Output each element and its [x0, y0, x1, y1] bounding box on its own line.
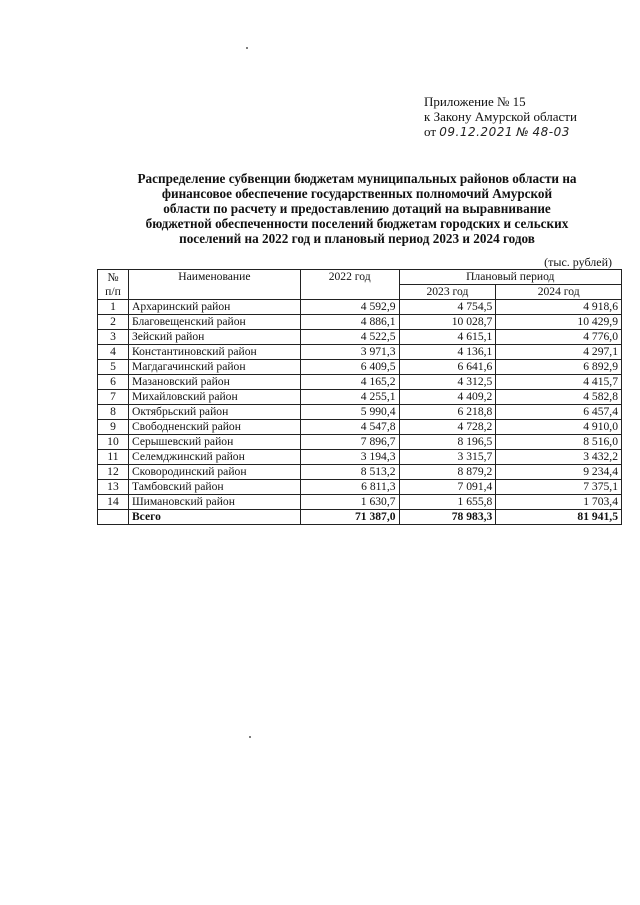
value-2024: 4 415,7: [496, 375, 622, 390]
value-2023: 4 409,2: [399, 390, 496, 405]
row-number: 12: [98, 465, 129, 480]
district-name: Октябрьский район: [128, 405, 300, 420]
district-name: Свободненский район: [128, 420, 300, 435]
header-num-line1: №: [107, 270, 119, 284]
value-2024: 7 375,1: [496, 480, 622, 495]
table-row: [98, 360, 622, 375]
title-line: поселений на 2022 год и плановый период 2023 и 2024 годов: [179, 231, 535, 246]
table-row: [98, 495, 622, 510]
appendix-date-line: [424, 124, 577, 140]
scan-speck: [249, 736, 251, 738]
table-row: [98, 450, 622, 465]
value-2022: 1 630,7: [300, 495, 399, 510]
value-2023: 10 028,7: [399, 315, 496, 330]
value-2022: 7 896,7: [300, 435, 399, 450]
district-name: Мазановский район: [128, 375, 300, 390]
value-2024: 4 910,0: [496, 420, 622, 435]
table-row: [98, 465, 622, 480]
units-label: (тыс. рублей): [544, 255, 612, 269]
table-row: [98, 405, 622, 420]
value-2023: 6 218,8: [399, 405, 496, 420]
value-2022: 6 409,5: [300, 360, 399, 375]
district-name: Благовещенский район: [128, 315, 300, 330]
table-row: [98, 420, 622, 435]
value-2022: 6 811,3: [300, 480, 399, 495]
row-number: 1: [98, 300, 129, 315]
value-2023: 8 196,5: [399, 435, 496, 450]
value-2023: 3 315,7: [399, 450, 496, 465]
district-name: Шимановский район: [128, 495, 300, 510]
row-number: 13: [98, 480, 129, 495]
value-2022: 4 592,9: [300, 300, 399, 315]
value-2022: 4 255,1: [300, 390, 399, 405]
value-2023: 4 312,5: [399, 375, 496, 390]
scan-speck: [246, 47, 248, 49]
row-number: 14: [98, 495, 129, 510]
district-name: Архаринский район: [128, 300, 300, 315]
row-number: 11: [98, 450, 129, 465]
row-number: 5: [98, 360, 129, 375]
value-2024: 9 234,4: [496, 465, 622, 480]
table-row: [98, 435, 622, 450]
value-2023: 4 754,5: [399, 300, 496, 315]
handwritten-date: 09.12.2021: [439, 125, 513, 139]
total-2022: 71 387,0: [300, 510, 399, 525]
appendix-header: [424, 94, 577, 140]
table-row: [98, 480, 622, 495]
district-name: Михайловский район: [128, 390, 300, 405]
value-2024: 6 892,9: [496, 360, 622, 375]
header-plan-period: Плановый период: [399, 270, 621, 285]
row-number: 10: [98, 435, 129, 450]
value-2023: 7 091,4: [399, 480, 496, 495]
table-total-row: [98, 510, 622, 525]
value-2022: 4 547,8: [300, 420, 399, 435]
row-number: 3: [98, 330, 129, 345]
row-number: 8: [98, 405, 129, 420]
district-name: Серышевский район: [128, 435, 300, 450]
value-2022: 4 165,2: [300, 375, 399, 390]
value-2024: 4 918,6: [496, 300, 622, 315]
value-2023: 4 136,1: [399, 345, 496, 360]
table-header-row: [98, 270, 622, 285]
value-2024: 4 776,0: [496, 330, 622, 345]
district-name: Сковородинский район: [128, 465, 300, 480]
district-name: Тамбовский район: [128, 480, 300, 495]
table-row: [98, 330, 622, 345]
value-2022: 4 886,1: [300, 315, 399, 330]
value-2023: 4 728,2: [399, 420, 496, 435]
value-2024: 8 516,0: [496, 435, 622, 450]
appendix-law-reference: к Закону Амурской области: [424, 109, 577, 124]
total-num-cell: [98, 510, 129, 525]
value-2022: 4 522,5: [300, 330, 399, 345]
row-number: 9: [98, 420, 129, 435]
header-name: Наименование: [128, 270, 300, 300]
value-2024: 4 582,8: [496, 390, 622, 405]
value-2024: 1 703,4: [496, 495, 622, 510]
header-2022: 2022 год: [300, 270, 399, 300]
title-line: области по расчету и предоставлению дотаций на выравнивание: [163, 201, 551, 216]
value-2022: 3 971,3: [300, 345, 399, 360]
row-number: 2: [98, 315, 129, 330]
total-2024: 81 941,5: [496, 510, 622, 525]
title-line: бюджетной обеспеченности поселений бюджетам городских и сельских: [145, 216, 569, 231]
header-num-line2: п/п: [105, 284, 121, 298]
value-2024: 6 457,4: [496, 405, 622, 420]
value-2023: 1 655,8: [399, 495, 496, 510]
value-2024: 4 297,1: [496, 345, 622, 360]
total-2023: 78 983,3: [399, 510, 496, 525]
title-line: финансовое обеспечение государственных полномочий Амурской: [161, 186, 553, 201]
value-2023: 6 641,6: [399, 360, 496, 375]
row-number: 7: [98, 390, 129, 405]
total-label: Всего: [128, 510, 300, 525]
district-name: Магдагачинский район: [128, 360, 300, 375]
document-title: [96, 171, 618, 246]
handwritten-number: 48-03: [532, 125, 570, 139]
value-2022: 3 194,3: [300, 450, 399, 465]
header-2023: 2023 год: [399, 285, 496, 300]
subsidy-table: [97, 269, 622, 525]
district-name: Константиновский район: [128, 345, 300, 360]
header-num: [98, 270, 129, 300]
table-row: [98, 390, 622, 405]
number-prefix: №: [516, 125, 530, 139]
value-2024: 3 432,2: [496, 450, 622, 465]
date-prefix: от: [424, 124, 437, 139]
district-name: Селемджинский район: [128, 450, 300, 465]
value-2024: 10 429,9: [496, 315, 622, 330]
table-row: [98, 345, 622, 360]
appendix-number: Приложение № 15: [424, 94, 526, 109]
value-2022: 8 513,2: [300, 465, 399, 480]
table-row: [98, 300, 622, 315]
value-2023: 4 615,1: [399, 330, 496, 345]
table-row: [98, 375, 622, 390]
header-2024: 2024 год: [496, 285, 622, 300]
value-2023: 8 879,2: [399, 465, 496, 480]
row-number: 6: [98, 375, 129, 390]
table-row: [98, 315, 622, 330]
title-line: Распределение субвенции бюджетам муниципальных районов области на: [137, 171, 577, 186]
district-name: Зейский район: [128, 330, 300, 345]
row-number: 4: [98, 345, 129, 360]
value-2022: 5 990,4: [300, 405, 399, 420]
